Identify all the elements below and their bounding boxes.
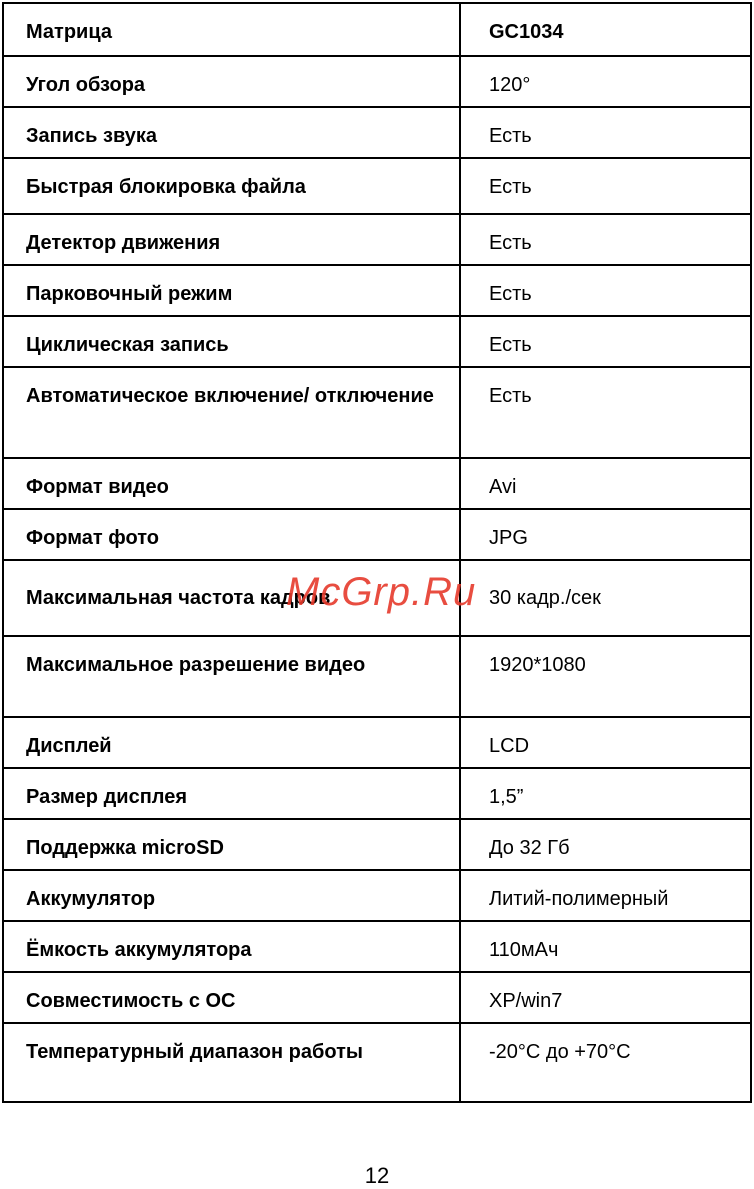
spec-label: Поддержка microSD (3, 819, 460, 870)
spec-label: Формат видео (3, 458, 460, 509)
spec-label: Совместимость с ОС (3, 972, 460, 1023)
spec-value: XP/win7 (460, 972, 751, 1023)
spec-label: Быстрая блокировка файла (3, 158, 460, 214)
page-number: 12 (364, 1163, 390, 1188)
spec-value: Есть (460, 107, 751, 158)
spec-row-parking-mode (3, 265, 751, 316)
spec-row-photo-format (3, 509, 751, 560)
spec-label: Автоматическое включение/ отключение (3, 367, 460, 458)
spec-row-os-compat (3, 972, 751, 1023)
spec-label: Детектор движения (3, 214, 460, 265)
spec-row-file-lock (3, 158, 751, 214)
spec-value: Есть (460, 316, 751, 367)
spec-row-max-resolution (3, 636, 751, 717)
spec-value: 30 кадр./сек (460, 560, 751, 636)
spec-value: Есть (460, 367, 751, 458)
spec-value: LCD (460, 717, 751, 768)
spec-label: Дисплей (3, 717, 460, 768)
spec-label: Аккумулятор (3, 870, 460, 921)
spec-label: Максимальная частота кадров (3, 560, 460, 636)
spec-row-battery-capacity (3, 921, 751, 972)
spec-value: JPG (460, 509, 751, 560)
spec-row-view-angle (3, 56, 751, 107)
spec-row-battery (3, 870, 751, 921)
spec-value: GC1034 (460, 3, 751, 56)
spec-value: Литий-полимерный (460, 870, 751, 921)
spec-value: Есть (460, 265, 751, 316)
spec-row-sensor (3, 3, 751, 56)
spec-value: 110мАч (460, 921, 751, 972)
spec-value: Avi (460, 458, 751, 509)
spec-row-loop-recording (3, 316, 751, 367)
spec-row-display-size (3, 768, 751, 819)
spec-row-motion-detector (3, 214, 751, 265)
watermark: McGrp.Ru (286, 570, 477, 614)
spec-table (2, 2, 752, 1103)
spec-label: Максимальное разрешение видео (3, 636, 460, 717)
spec-label: Циклическая запись (3, 316, 460, 367)
spec-row-temperature (3, 1023, 751, 1102)
spec-value: До 32 Гб (460, 819, 751, 870)
spec-label: Угол обзора (3, 56, 460, 107)
spec-value: -20°C до +70°C (460, 1023, 751, 1102)
spec-label: Парковочный режим (3, 265, 460, 316)
spec-label: Запись звука (3, 107, 460, 158)
spec-value: 1,5” (460, 768, 751, 819)
spec-label: Матрица (3, 3, 460, 56)
spec-row-auto-power (3, 367, 751, 458)
spec-label: Размер дисплея (3, 768, 460, 819)
spec-row-video-format (3, 458, 751, 509)
spec-label: Температурный диапазон работы (3, 1023, 460, 1102)
spec-label: Формат фото (3, 509, 460, 560)
spec-label: Ёмкость аккумулятора (3, 921, 460, 972)
spec-value: Есть (460, 158, 751, 214)
spec-row-microsd (3, 819, 751, 870)
spec-row-display (3, 717, 751, 768)
spec-value: 1920*1080 (460, 636, 751, 717)
spec-row-audio (3, 107, 751, 158)
spec-value: 120° (460, 56, 751, 107)
spec-value: Есть (460, 214, 751, 265)
